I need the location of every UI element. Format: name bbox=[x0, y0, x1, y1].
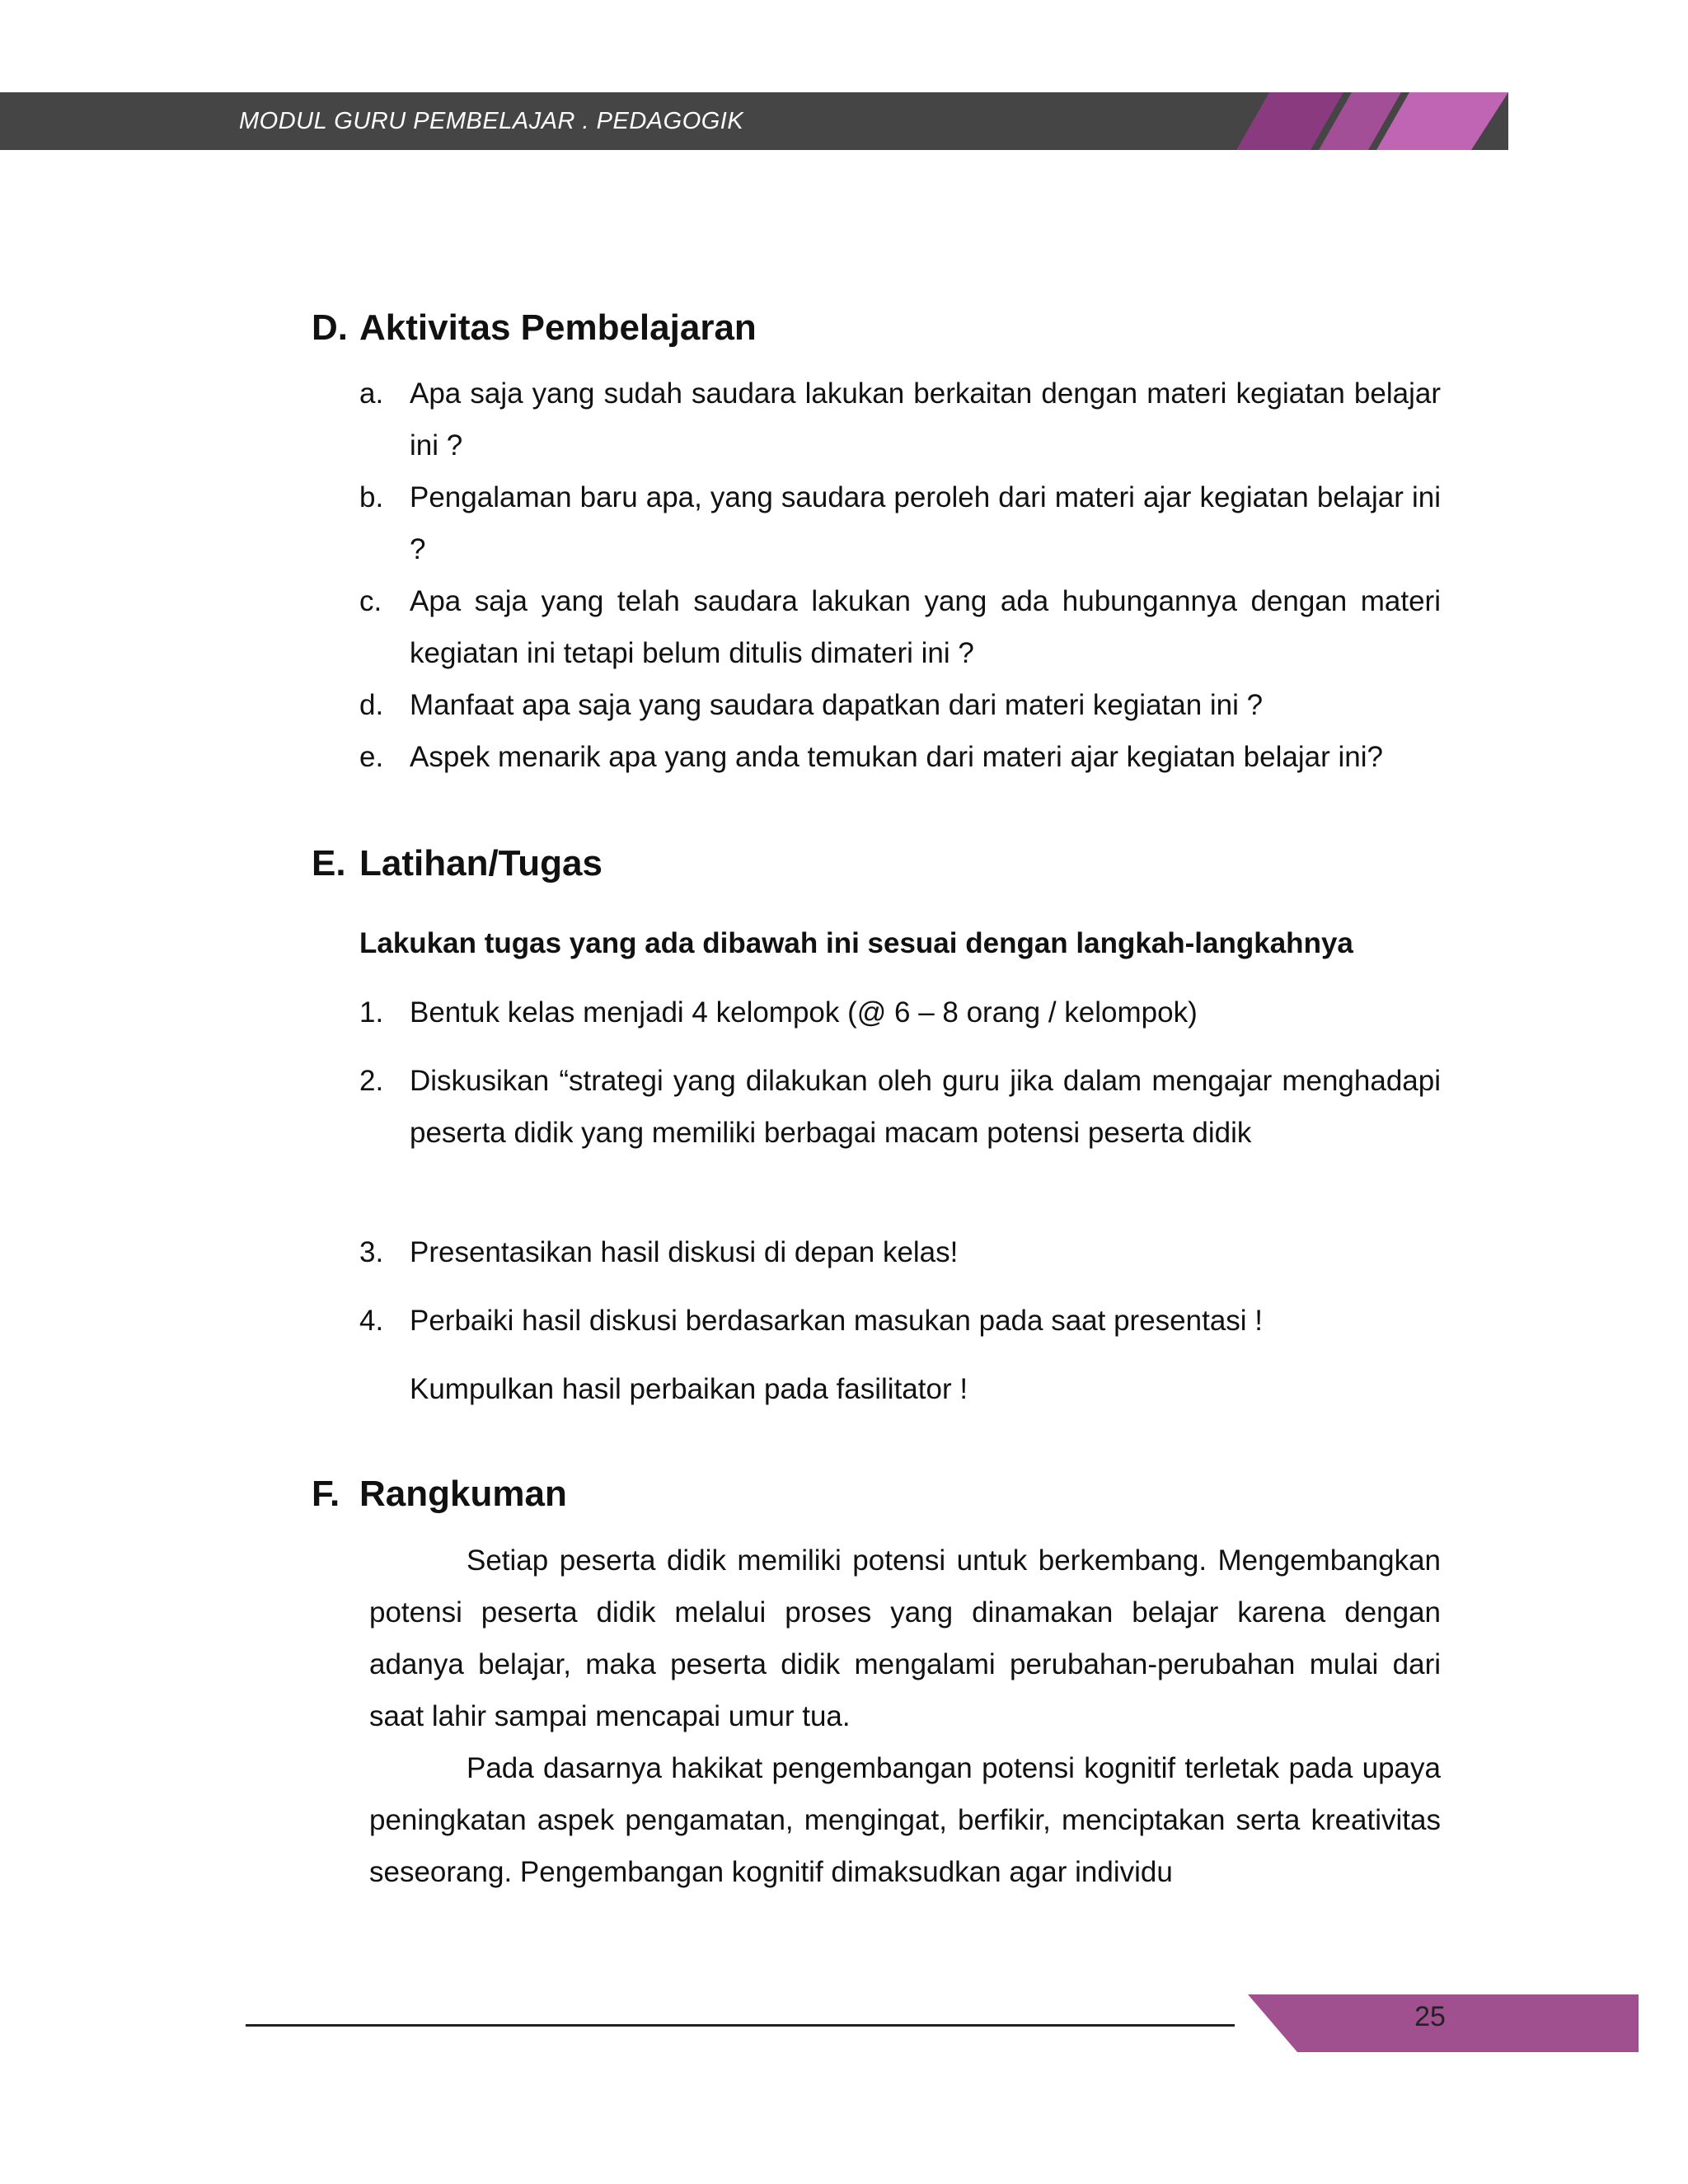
section-e-title: Latihan/Tugas bbox=[359, 843, 603, 883]
list-item bbox=[359, 1055, 1441, 1159]
list-item bbox=[359, 368, 1441, 471]
header-title: MODUL GURU PEMBELAJAR . PEDAGOGIK bbox=[239, 108, 744, 134]
list-item bbox=[359, 575, 1441, 679]
section-f-letter: F. bbox=[312, 1474, 340, 1514]
list-item bbox=[359, 1295, 1441, 1347]
summary-paragraph-2: Pada dasarnya hakikat pengembangan potensi kognitif terletak pada upaya peningkatan aspek pengamatan, mengingat, berfikir, menciptakan serta kreativitas seseorang. Pengembangan kognitif dimaksudkan agar individu bbox=[369, 1752, 1441, 1888]
list-text: Perbaiki hasil diskusi berdasarkan masukan pada saat presentasi ! bbox=[410, 1305, 1264, 1337]
list-marker: 2. bbox=[359, 1065, 384, 1097]
list-item bbox=[359, 1226, 1441, 1278]
list-marker: a. bbox=[359, 377, 384, 410]
list-text: Apa saja yang telah saudara lakukan yang ada hubungannya dengan materi kegiatan ini tetapi belum ditulis dimateri ini ? bbox=[410, 585, 1441, 669]
section-f-heading bbox=[312, 1474, 567, 1515]
section-d-letter: D. bbox=[312, 307, 348, 348]
header-accent-stripes bbox=[1236, 92, 1508, 150]
list-text: Pengalaman baru apa, yang saudara peroleh dari materi ajar kegiatan belajar ini ? bbox=[410, 481, 1441, 565]
list-marker: b. bbox=[359, 481, 384, 513]
section-e-heading bbox=[312, 843, 603, 884]
list-marker: 1. bbox=[359, 996, 384, 1029]
closing-text: Kumpulkan hasil perbaikan pada fasilitator ! bbox=[410, 1373, 968, 1405]
task-instruction: Lakukan tugas yang ada dibawah ini sesuai dengan langkah-langkahnya bbox=[359, 927, 1353, 959]
list-text: Presentasikan hasil diskusi di depan kelas! bbox=[410, 1236, 959, 1268]
section-d-heading bbox=[312, 307, 757, 349]
list-marker: d. bbox=[359, 689, 384, 721]
list-text: Diskusikan “strategi yang dilakukan oleh guru jika dalam mengajar menghadapi peserta didik yang memiliki berbagai macam potensi peserta didik bbox=[410, 1065, 1441, 1149]
list-text: Bentuk kelas menjadi 4 kelompok (@ 6 – 8 orang / kelompok) bbox=[410, 996, 1198, 1029]
list-item bbox=[359, 679, 1441, 731]
list-item bbox=[359, 471, 1441, 575]
page-number: 25 bbox=[1414, 2001, 1446, 2032]
list-item bbox=[359, 731, 1441, 783]
section-e-letter: E. bbox=[312, 843, 346, 883]
list-text: Manfaat apa saja yang saudara dapatkan dari materi kegiatan ini ? bbox=[410, 689, 1264, 721]
list-marker: 4. bbox=[359, 1305, 384, 1337]
list-marker: c. bbox=[359, 585, 382, 617]
list-item bbox=[359, 987, 1441, 1038]
summary-paragraph-1: Setiap peserta didik memiliki potensi untuk berkembang. Mengembangkan potensi peserta didik melalui proses yang dinamakan belajar karena dengan adanya belajar, maka peserta didik mengalami perubahan-perubahan mulai dari saat lahir sampai mencapai umur tua. bbox=[369, 1544, 1441, 1732]
list-marker: e. bbox=[359, 741, 384, 773]
section-d-title: Aktivitas Pembelajaran bbox=[359, 307, 757, 348]
task-closing-note bbox=[359, 1363, 1441, 1415]
list-marker: 3. bbox=[359, 1236, 384, 1268]
section-f-title: Rangkuman bbox=[359, 1474, 567, 1514]
list-text: Aspek menarik apa yang anda temukan dari materi ajar kegiatan belajar ini? bbox=[410, 741, 1383, 773]
footer-rule bbox=[246, 2024, 1235, 2027]
list-text: Apa saja yang sudah saudara lakukan berkaitan dengan materi kegiatan belajar ini ? bbox=[410, 377, 1441, 462]
